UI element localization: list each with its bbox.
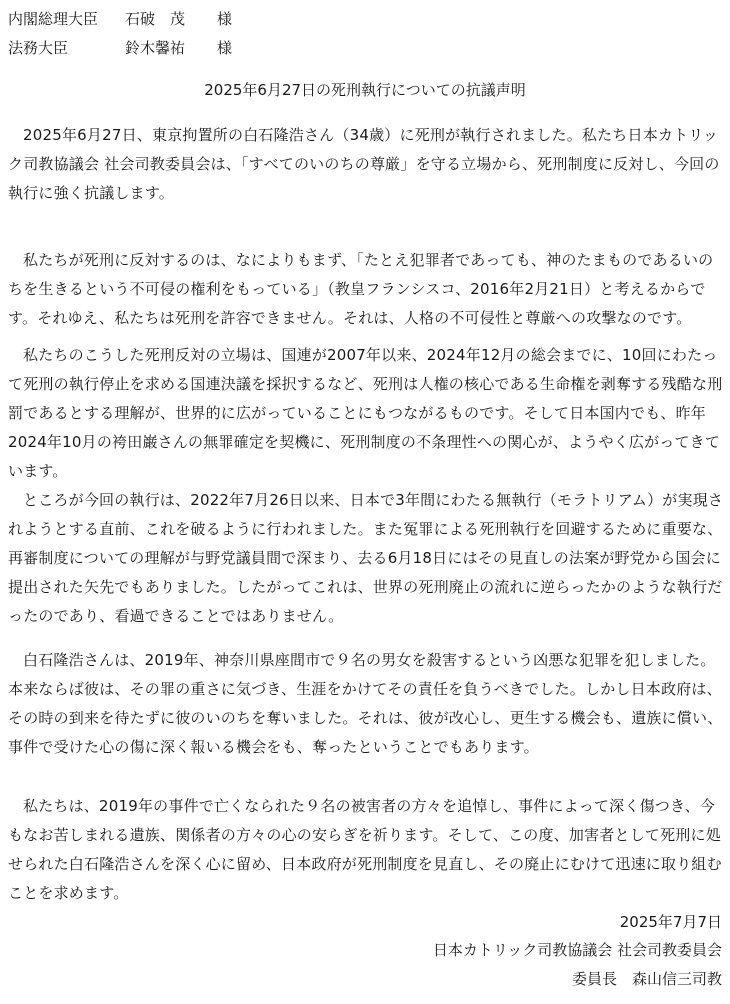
paragraph-2-block [8, 246, 724, 333]
paragraph-1-block [8, 121, 724, 208]
paragraph-3-block [8, 341, 724, 486]
paragraph: 白石隆浩さんは、2019年、神奈川県座間市で９名の男女を殺害するという凶悪な犯罪を犯しました。本来ならば彼は、その罪の重さに気づき、生涯をかけてその責任を負うべきでした。しかし日本政府は、その時の到来を待たずに彼のいのちを奪いました。それは、彼が改心し、更生する機会も、遺族に償い、事件で受けた心の傷に深く報いる機会をも、奪ったということでもあります。 [8, 651, 723, 756]
addressee-prime-minister [8, 9, 232, 29]
addressee-honorific: 様 [217, 39, 233, 57]
addressee-justice-minister [8, 38, 232, 58]
paragraph-5-block [8, 646, 724, 762]
closing-date: 2025年7月7日 [619, 913, 722, 931]
paragraph: 私たちが死刑に反対するのは、なによりもまず、「たとえ犯罪者であっても、神のたまものであるいのちを生きるという不可侵の権利をもっている」（教皇フランシスコ、2016年2月21日）と考えるからです。それゆえ、私たちは死刑を許容できません。それは、人格の不可侵性と尊厳への攻撃なのです。 [8, 251, 714, 327]
paragraph: 私たちのこうした死刑反対の立場は、国連が2007年以来、2024年12月の総会までに、10回にわたって死刑の執行停止を求める国連決議を採択するなど、死刑は人権の核心である生命権を剥奪する残酷な刑罰であるとする理解が、世界的に広がっていることにもつながるものです。そして日本国内でも、昨年2024年10月の袴田巌さんの無罪確定を契機に、死刑制度の不条理性への関心が、ようやく広がってきています。 [8, 346, 723, 480]
addressee-name: 鈴木馨祐 [125, 39, 186, 57]
closing-signatory: 委員長 森山信三司教 [571, 970, 722, 988]
addressee-role: 内閣総理大臣 [8, 10, 99, 28]
paragraph: 私たちは、2019年の事件で亡くなられた９名の被害者の方々を追悼し、事件によって深く傷つき、今もなお苦しまれる遺族、関係者の方々の心の安らぎを祈ります。そして、この度、加害者として死刑に処せられた白石隆浩さんを深く心に留め、日本政府が死刑制度を見直し、その廃止にむけて迅速に取り組むことを求めます。 [8, 797, 722, 902]
paragraph-4-block [8, 486, 724, 631]
addressee-honorific: 様 [217, 10, 233, 28]
statement-title: 2025年6月27日の死刑執行についての抗議声明 [204, 81, 526, 99]
paragraph: ところが今回の執行は、2022年7月26日以来、日本で3年間にわたる無執行（モラトリアム）が実現されようとする直前、これを破るように行われました。また冤罪による死刑執行を回避するために重要な、再審制度についての理解が与野党議員間で深まり、去る6月18日にはその見直しの法案が野党から国会に提出された矢先でもありました。したがってこれは、世界の死刑廃止の流れに逆らったかのような執行だったのであり、看過できることではありません。 [8, 491, 724, 625]
paragraph: 2025年6月27日、東京拘置所の白石隆浩さん（34歳）に死刑が執行されました。私たち日本カトリック司教協議会 社会司教委員会は、「すべてのいのちの尊厳」を守る立場から、死刑制度に反対し、今回の執行に強く抗議します。 [8, 126, 720, 202]
paragraph-6-block [8, 792, 724, 908]
addressee-role: 法務大臣 [8, 39, 69, 57]
addressee-name: 石破 茂 [125, 10, 186, 28]
closing-organization: 日本カトリック司教協議会 社会司教委員会 [432, 941, 722, 959]
